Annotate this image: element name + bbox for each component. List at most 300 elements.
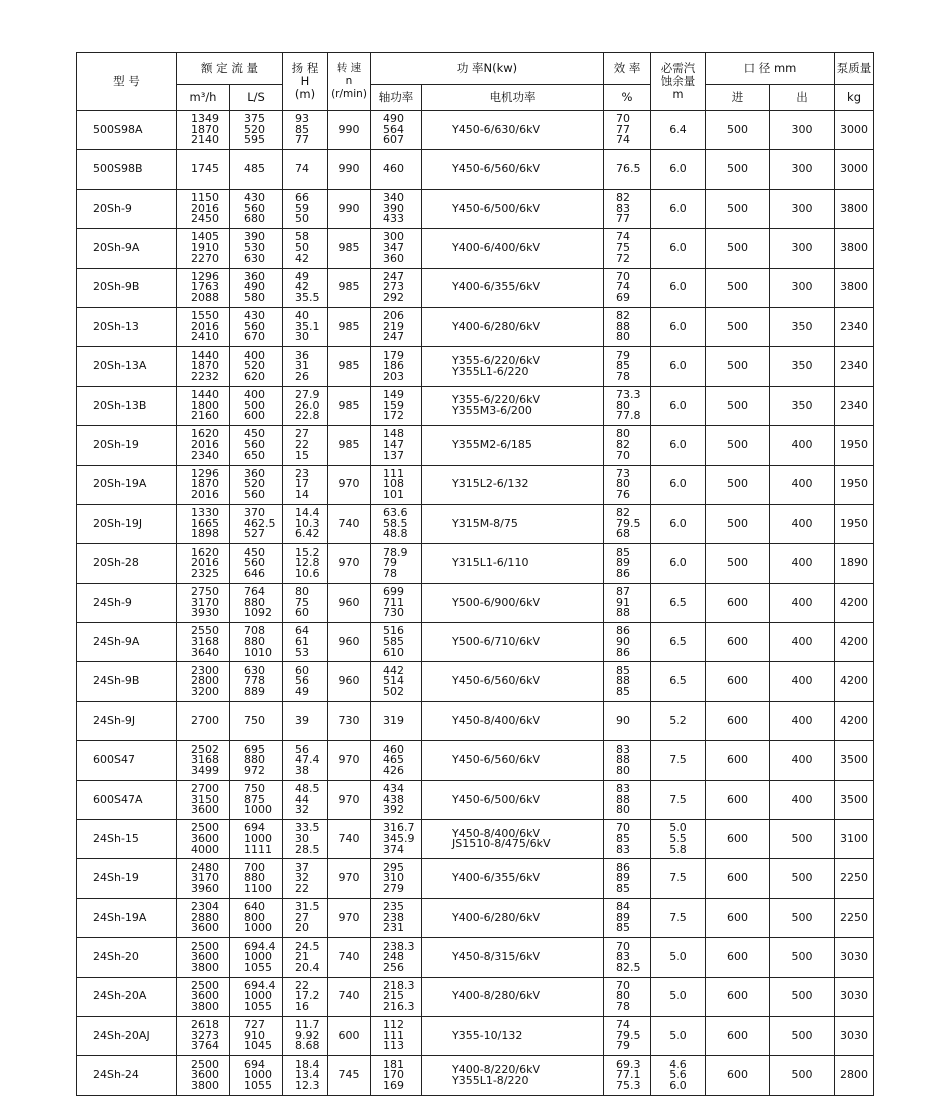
flow-ls-cell: 764 880 1092 (230, 583, 283, 622)
flow-m3h-cell: 2480 3170 3960 (177, 859, 230, 898)
weight-cell: 3800 (835, 229, 874, 268)
outlet-cell: 350 (770, 386, 835, 425)
speed-cell: 740 (328, 977, 371, 1016)
outlet-cell: 400 (770, 623, 835, 662)
flow-ls-cell: 750 875 1000 (230, 780, 283, 819)
outlet-cell: 500 (770, 898, 835, 937)
motor-power-cell: Y400-8/220/6kV Y355L1-8/220 (422, 1056, 604, 1095)
speed-cell: 740 (328, 938, 371, 977)
model-cell: 20Sh-9A (77, 229, 177, 268)
inlet-cell: 600 (706, 623, 770, 662)
efficiency-cell: 82 79.5 68 (604, 504, 651, 543)
inlet-cell: 500 (706, 347, 770, 386)
inlet-cell: 600 (706, 701, 770, 740)
table-row (77, 662, 874, 701)
npsh-cell: 6.0 (651, 307, 706, 346)
motor-power-cell: Y500-6/710/6kV (422, 623, 604, 662)
weight-cell: 3100 (835, 820, 874, 859)
speed-cell: 730 (328, 701, 371, 740)
table-row (77, 111, 874, 150)
npsh-cell: 7.5 (651, 741, 706, 780)
outlet-cell: 300 (770, 268, 835, 307)
head-cell: 39 (283, 701, 328, 740)
model-cell: 24Sh-20 (77, 938, 177, 977)
efficiency-cell: 69.3 77.1 75.3 (604, 1056, 651, 1095)
npsh-cell: 6.0 (651, 347, 706, 386)
table-row (77, 820, 874, 859)
outlet-cell: 400 (770, 504, 835, 543)
header-flow: 额 定 流 量 (177, 53, 283, 85)
weight-cell: 2250 (835, 859, 874, 898)
header-npsh: 必需汽 蚀余量 m (651, 53, 706, 111)
npsh-cell: 6.0 (651, 426, 706, 465)
header-motor-power: 电机功率 (422, 85, 604, 111)
weight-cell: 3800 (835, 189, 874, 228)
pump-spec-table (76, 52, 874, 1096)
header-outlet: 出 (770, 85, 835, 111)
table-row (77, 780, 874, 819)
shaft-power-cell: 699 711 730 (371, 583, 422, 622)
flow-m3h-cell: 1745 (177, 150, 230, 189)
header-efficiency-unit: % (604, 85, 651, 111)
motor-power-cell: Y400-6/355/6kV (422, 859, 604, 898)
npsh-cell: 6.5 (651, 583, 706, 622)
efficiency-cell: 85 89 86 (604, 544, 651, 583)
outlet-cell: 350 (770, 307, 835, 346)
flow-m3h-cell: 1330 1665 1898 (177, 504, 230, 543)
shaft-power-cell: 247 273 292 (371, 268, 422, 307)
motor-power-cell: Y315L2-6/132 (422, 465, 604, 504)
inlet-cell: 600 (706, 583, 770, 622)
model-cell: 24Sh-9B (77, 662, 177, 701)
model-cell: 24Sh-24 (77, 1056, 177, 1095)
flow-ls-cell: 390 530 630 (230, 229, 283, 268)
efficiency-cell: 87 91 88 (604, 583, 651, 622)
motor-power-cell: Y450-6/500/6kV (422, 780, 604, 819)
flow-ls-cell: 400 500 600 (230, 386, 283, 425)
header-weight: 泵质量 (835, 53, 874, 85)
inlet-cell: 600 (706, 938, 770, 977)
outlet-cell: 400 (770, 780, 835, 819)
flow-ls-cell: 430 560 680 (230, 189, 283, 228)
head-cell: 27.9 26.0 22.8 (283, 386, 328, 425)
inlet-cell: 600 (706, 898, 770, 937)
shaft-power-cell: 179 186 203 (371, 347, 422, 386)
motor-power-cell: Y400-6/280/6kV (422, 898, 604, 937)
header-flow-unit-m3h: m³/h (177, 85, 230, 111)
weight-cell: 2800 (835, 1056, 874, 1095)
outlet-cell: 300 (770, 111, 835, 150)
flow-ls-cell: 375 520 595 (230, 111, 283, 150)
motor-power-cell: Y450-6/560/6kV (422, 150, 604, 189)
flow-ls-cell: 727 910 1045 (230, 1016, 283, 1055)
flow-ls-cell: 630 778 889 (230, 662, 283, 701)
header-inlet: 进 (706, 85, 770, 111)
npsh-cell: 4.6 5.6 6.0 (651, 1056, 706, 1095)
flow-m3h-cell: 2300 2800 3200 (177, 662, 230, 701)
motor-power-cell: Y400-8/280/6kV (422, 977, 604, 1016)
efficiency-cell: 84 89 85 (604, 898, 651, 937)
model-cell: 20Sh-19 (77, 426, 177, 465)
speed-cell: 985 (328, 268, 371, 307)
header-flow-unit-ls: L/S (230, 85, 283, 111)
shaft-power-cell: 218.3 215 216.3 (371, 977, 422, 1016)
outlet-cell: 500 (770, 859, 835, 898)
head-cell: 27 22 15 (283, 426, 328, 465)
speed-cell: 970 (328, 780, 371, 819)
table-row (77, 938, 874, 977)
flow-m3h-cell: 1620 2016 2340 (177, 426, 230, 465)
efficiency-cell: 70 80 78 (604, 977, 651, 1016)
outlet-cell: 400 (770, 465, 835, 504)
speed-cell: 970 (328, 898, 371, 937)
efficiency-cell: 74 79.5 79 (604, 1016, 651, 1055)
inlet-cell: 500 (706, 465, 770, 504)
model-cell: 24Sh-9 (77, 583, 177, 622)
speed-cell: 985 (328, 386, 371, 425)
flow-ls-cell: 400 520 620 (230, 347, 283, 386)
table-row (77, 977, 874, 1016)
table-row (77, 741, 874, 780)
efficiency-cell: 70 74 69 (604, 268, 651, 307)
model-cell: 20Sh-19A (77, 465, 177, 504)
weight-cell: 3000 (835, 150, 874, 189)
outlet-cell: 300 (770, 229, 835, 268)
efficiency-cell: 82 88 80 (604, 307, 651, 346)
flow-m3h-cell: 2500 3600 3800 (177, 938, 230, 977)
table-row (77, 701, 874, 740)
flow-m3h-cell: 1296 1763 2088 (177, 268, 230, 307)
motor-power-cell: Y450-8/315/6kV (422, 938, 604, 977)
weight-cell: 2340 (835, 347, 874, 386)
speed-cell: 985 (328, 229, 371, 268)
outlet-cell: 500 (770, 977, 835, 1016)
speed-cell: 745 (328, 1056, 371, 1095)
inlet-cell: 600 (706, 741, 770, 780)
motor-power-cell: Y355-6/220/6kV Y355M3-6/200 (422, 386, 604, 425)
table-row (77, 386, 874, 425)
weight-cell: 1950 (835, 504, 874, 543)
efficiency-cell: 82 83 77 (604, 189, 651, 228)
speed-cell: 985 (328, 347, 371, 386)
speed-cell: 740 (328, 504, 371, 543)
flow-m3h-cell: 2500 3600 3800 (177, 977, 230, 1016)
table-row (77, 189, 874, 228)
flow-m3h-cell: 2700 (177, 701, 230, 740)
motor-power-cell: Y400-6/355/6kV (422, 268, 604, 307)
npsh-cell: 7.5 (651, 859, 706, 898)
outlet-cell: 500 (770, 820, 835, 859)
outlet-cell: 400 (770, 583, 835, 622)
inlet-cell: 600 (706, 1056, 770, 1095)
efficiency-cell: 90 (604, 701, 651, 740)
table-row (77, 307, 874, 346)
speed-cell: 990 (328, 111, 371, 150)
head-cell: 11.7 9.92 8.68 (283, 1016, 328, 1055)
table-body (77, 111, 874, 1096)
flow-m3h-cell: 1550 2016 2410 (177, 307, 230, 346)
motor-power-cell: Y315M-8/75 (422, 504, 604, 543)
model-cell: 20Sh-9B (77, 268, 177, 307)
npsh-cell: 6.0 (651, 189, 706, 228)
shaft-power-cell: 319 (371, 701, 422, 740)
head-cell: 48.5 44 32 (283, 780, 328, 819)
efficiency-cell: 86 89 85 (604, 859, 651, 898)
motor-power-cell: Y450-8/400/6kV JS1510-8/475/6kV (422, 820, 604, 859)
speed-cell: 985 (328, 307, 371, 346)
model-cell: 500S98B (77, 150, 177, 189)
motor-power-cell: Y315L1-6/110 (422, 544, 604, 583)
header-weight-unit: kg (835, 85, 874, 111)
head-cell: 66 59 50 (283, 189, 328, 228)
motor-power-cell: Y355-10/132 (422, 1016, 604, 1055)
speed-cell: 970 (328, 465, 371, 504)
head-cell: 60 56 49 (283, 662, 328, 701)
weight-cell: 3030 (835, 1016, 874, 1055)
weight-cell: 4200 (835, 701, 874, 740)
npsh-cell: 6.0 (651, 504, 706, 543)
flow-ls-cell: 360 490 580 (230, 268, 283, 307)
table-row (77, 150, 874, 189)
header-shaft-power: 轴功率 (371, 85, 422, 111)
head-cell: 24.5 21 20.4 (283, 938, 328, 977)
speed-cell: 970 (328, 859, 371, 898)
head-cell: 37 32 22 (283, 859, 328, 898)
inlet-cell: 500 (706, 111, 770, 150)
inlet-cell: 600 (706, 859, 770, 898)
table-row (77, 465, 874, 504)
head-cell: 74 (283, 150, 328, 189)
shaft-power-cell: 181 170 169 (371, 1056, 422, 1095)
outlet-cell: 400 (770, 701, 835, 740)
weight-cell: 3500 (835, 780, 874, 819)
outlet-cell: 300 (770, 189, 835, 228)
inlet-cell: 600 (706, 820, 770, 859)
head-cell: 40 35.1 30 (283, 307, 328, 346)
npsh-cell: 7.5 (651, 898, 706, 937)
npsh-cell: 5.0 (651, 1016, 706, 1055)
flow-m3h-cell: 2700 3150 3600 (177, 780, 230, 819)
model-cell: 600S47A (77, 780, 177, 819)
weight-cell: 3000 (835, 111, 874, 150)
weight-cell: 4200 (835, 623, 874, 662)
header-head: 扬 程 H (m) (283, 53, 328, 111)
flow-ls-cell: 485 (230, 150, 283, 189)
head-cell: 31.5 27 20 (283, 898, 328, 937)
efficiency-cell: 86 90 86 (604, 623, 651, 662)
flow-ls-cell: 694.4 1000 1055 (230, 977, 283, 1016)
weight-cell: 3030 (835, 977, 874, 1016)
speed-cell: 990 (328, 189, 371, 228)
flow-m3h-cell: 2618 3273 3764 (177, 1016, 230, 1055)
model-cell: 24Sh-9J (77, 701, 177, 740)
inlet-cell: 500 (706, 229, 770, 268)
head-cell: 36 31 26 (283, 347, 328, 386)
model-cell: 24Sh-15 (77, 820, 177, 859)
speed-cell: 990 (328, 150, 371, 189)
weight-cell: 1950 (835, 426, 874, 465)
head-cell: 22 17.2 16 (283, 977, 328, 1016)
flow-m3h-cell: 1440 1870 2232 (177, 347, 230, 386)
shaft-power-cell: 149 159 172 (371, 386, 422, 425)
flow-ls-cell: 694 1000 1055 (230, 1056, 283, 1095)
npsh-cell: 6.5 (651, 623, 706, 662)
weight-cell: 4200 (835, 583, 874, 622)
motor-power-cell: Y450-8/400/6kV (422, 701, 604, 740)
efficiency-cell: 73.3 80 77.8 (604, 386, 651, 425)
flow-ls-cell: 695 880 972 (230, 741, 283, 780)
model-cell: 24Sh-9A (77, 623, 177, 662)
flow-ls-cell: 370 462.5 527 (230, 504, 283, 543)
flow-ls-cell: 694 1000 1111 (230, 820, 283, 859)
weight-cell: 1890 (835, 544, 874, 583)
outlet-cell: 350 (770, 347, 835, 386)
efficiency-cell: 74 75 72 (604, 229, 651, 268)
npsh-cell: 7.5 (651, 780, 706, 819)
efficiency-cell: 70 83 82.5 (604, 938, 651, 977)
flow-ls-cell: 450 560 650 (230, 426, 283, 465)
shaft-power-cell: 316.7 345.9 374 (371, 820, 422, 859)
head-cell: 15.2 12.8 10.6 (283, 544, 328, 583)
table-row (77, 1056, 874, 1095)
model-cell: 24Sh-19 (77, 859, 177, 898)
shaft-power-cell: 238.3 248 256 (371, 938, 422, 977)
efficiency-cell: 83 88 80 (604, 741, 651, 780)
weight-cell: 2250 (835, 898, 874, 937)
model-cell: 20Sh-9 (77, 189, 177, 228)
model-cell: 20Sh-19J (77, 504, 177, 543)
shaft-power-cell: 206 219 247 (371, 307, 422, 346)
flow-m3h-cell: 1349 1870 2140 (177, 111, 230, 150)
flow-ls-cell: 708 880 1010 (230, 623, 283, 662)
npsh-cell: 5.0 5.5 5.8 (651, 820, 706, 859)
table-row (77, 583, 874, 622)
head-cell: 18.4 13.4 12.3 (283, 1056, 328, 1095)
outlet-cell: 400 (770, 544, 835, 583)
model-cell: 24Sh-20A (77, 977, 177, 1016)
npsh-cell: 6.4 (651, 111, 706, 150)
flow-ls-cell: 450 560 646 (230, 544, 283, 583)
model-cell: 500S98A (77, 111, 177, 150)
weight-cell: 2340 (835, 386, 874, 425)
model-cell: 20Sh-13A (77, 347, 177, 386)
table-row (77, 1016, 874, 1055)
npsh-cell: 5.0 (651, 938, 706, 977)
outlet-cell: 500 (770, 1016, 835, 1055)
motor-power-cell: Y355M2-6/185 (422, 426, 604, 465)
table-row (77, 347, 874, 386)
speed-cell: 740 (328, 820, 371, 859)
flow-ls-cell: 640 800 1000 (230, 898, 283, 937)
shaft-power-cell: 112 111 113 (371, 1016, 422, 1055)
npsh-cell: 6.0 (651, 386, 706, 425)
motor-power-cell: Y500-6/900/6kV (422, 583, 604, 622)
motor-power-cell: Y450-6/560/6kV (422, 662, 604, 701)
inlet-cell: 500 (706, 426, 770, 465)
table-row (77, 623, 874, 662)
shaft-power-cell: 460 (371, 150, 422, 189)
flow-m3h-cell: 1620 2016 2325 (177, 544, 230, 583)
speed-cell: 960 (328, 583, 371, 622)
speed-cell: 970 (328, 544, 371, 583)
inlet-cell: 600 (706, 1016, 770, 1055)
model-cell: 600S47 (77, 741, 177, 780)
header-speed: 转 速 n (r/min) (328, 53, 371, 111)
inlet-cell: 600 (706, 977, 770, 1016)
weight-cell: 1950 (835, 465, 874, 504)
shaft-power-cell: 490 564 607 (371, 111, 422, 150)
flow-ls-cell: 694.4 1000 1055 (230, 938, 283, 977)
model-cell: 20Sh-13 (77, 307, 177, 346)
model-cell: 20Sh-28 (77, 544, 177, 583)
shaft-power-cell: 63.6 58.5 48.8 (371, 504, 422, 543)
shaft-power-cell: 516 585 610 (371, 623, 422, 662)
efficiency-cell: 70 77 74 (604, 111, 651, 150)
flow-m3h-cell: 1296 1870 2016 (177, 465, 230, 504)
outlet-cell: 300 (770, 150, 835, 189)
shaft-power-cell: 78.9 79 78 (371, 544, 422, 583)
inlet-cell: 600 (706, 780, 770, 819)
inlet-cell: 500 (706, 150, 770, 189)
header-model: 型 号 (77, 53, 177, 111)
head-cell: 49 42 35.5 (283, 268, 328, 307)
outlet-cell: 400 (770, 662, 835, 701)
efficiency-cell: 70 85 83 (604, 820, 651, 859)
npsh-cell: 5.2 (651, 701, 706, 740)
npsh-cell: 5.0 (651, 977, 706, 1016)
inlet-cell: 500 (706, 386, 770, 425)
table-row (77, 859, 874, 898)
head-cell: 93 85 77 (283, 111, 328, 150)
inlet-cell: 500 (706, 544, 770, 583)
inlet-cell: 500 (706, 307, 770, 346)
head-cell: 23 17 14 (283, 465, 328, 504)
efficiency-cell: 85 88 85 (604, 662, 651, 701)
head-cell: 80 75 60 (283, 583, 328, 622)
weight-cell: 3500 (835, 741, 874, 780)
head-cell: 14.4 10.3 6.42 (283, 504, 328, 543)
shaft-power-cell: 460 465 426 (371, 741, 422, 780)
flow-m3h-cell: 2304 2880 3600 (177, 898, 230, 937)
head-cell: 64 61 53 (283, 623, 328, 662)
shaft-power-cell: 434 438 392 (371, 780, 422, 819)
flow-ls-cell: 430 560 670 (230, 307, 283, 346)
model-cell: 24Sh-19A (77, 898, 177, 937)
inlet-cell: 500 (706, 504, 770, 543)
motor-power-cell: Y450-6/560/6kV (422, 741, 604, 780)
shaft-power-cell: 235 238 231 (371, 898, 422, 937)
npsh-cell: 6.5 (651, 662, 706, 701)
flow-m3h-cell: 1150 2016 2450 (177, 189, 230, 228)
efficiency-cell: 83 88 80 (604, 780, 651, 819)
motor-power-cell: Y450-6/630/6kV (422, 111, 604, 150)
inlet-cell: 500 (706, 268, 770, 307)
speed-cell: 970 (328, 741, 371, 780)
header-efficiency: 效 率 (604, 53, 651, 85)
flow-m3h-cell: 1440 1800 2160 (177, 386, 230, 425)
flow-m3h-cell: 2500 3600 4000 (177, 820, 230, 859)
outlet-cell: 500 (770, 938, 835, 977)
flow-m3h-cell: 2500 3600 3800 (177, 1056, 230, 1095)
speed-cell: 600 (328, 1016, 371, 1055)
header-power: 功 率N(kw) (371, 53, 604, 85)
efficiency-cell: 73 80 76 (604, 465, 651, 504)
weight-cell: 3800 (835, 268, 874, 307)
model-cell: 20Sh-13B (77, 386, 177, 425)
motor-power-cell: Y400-6/400/6kV (422, 229, 604, 268)
table-row (77, 426, 874, 465)
speed-cell: 985 (328, 426, 371, 465)
